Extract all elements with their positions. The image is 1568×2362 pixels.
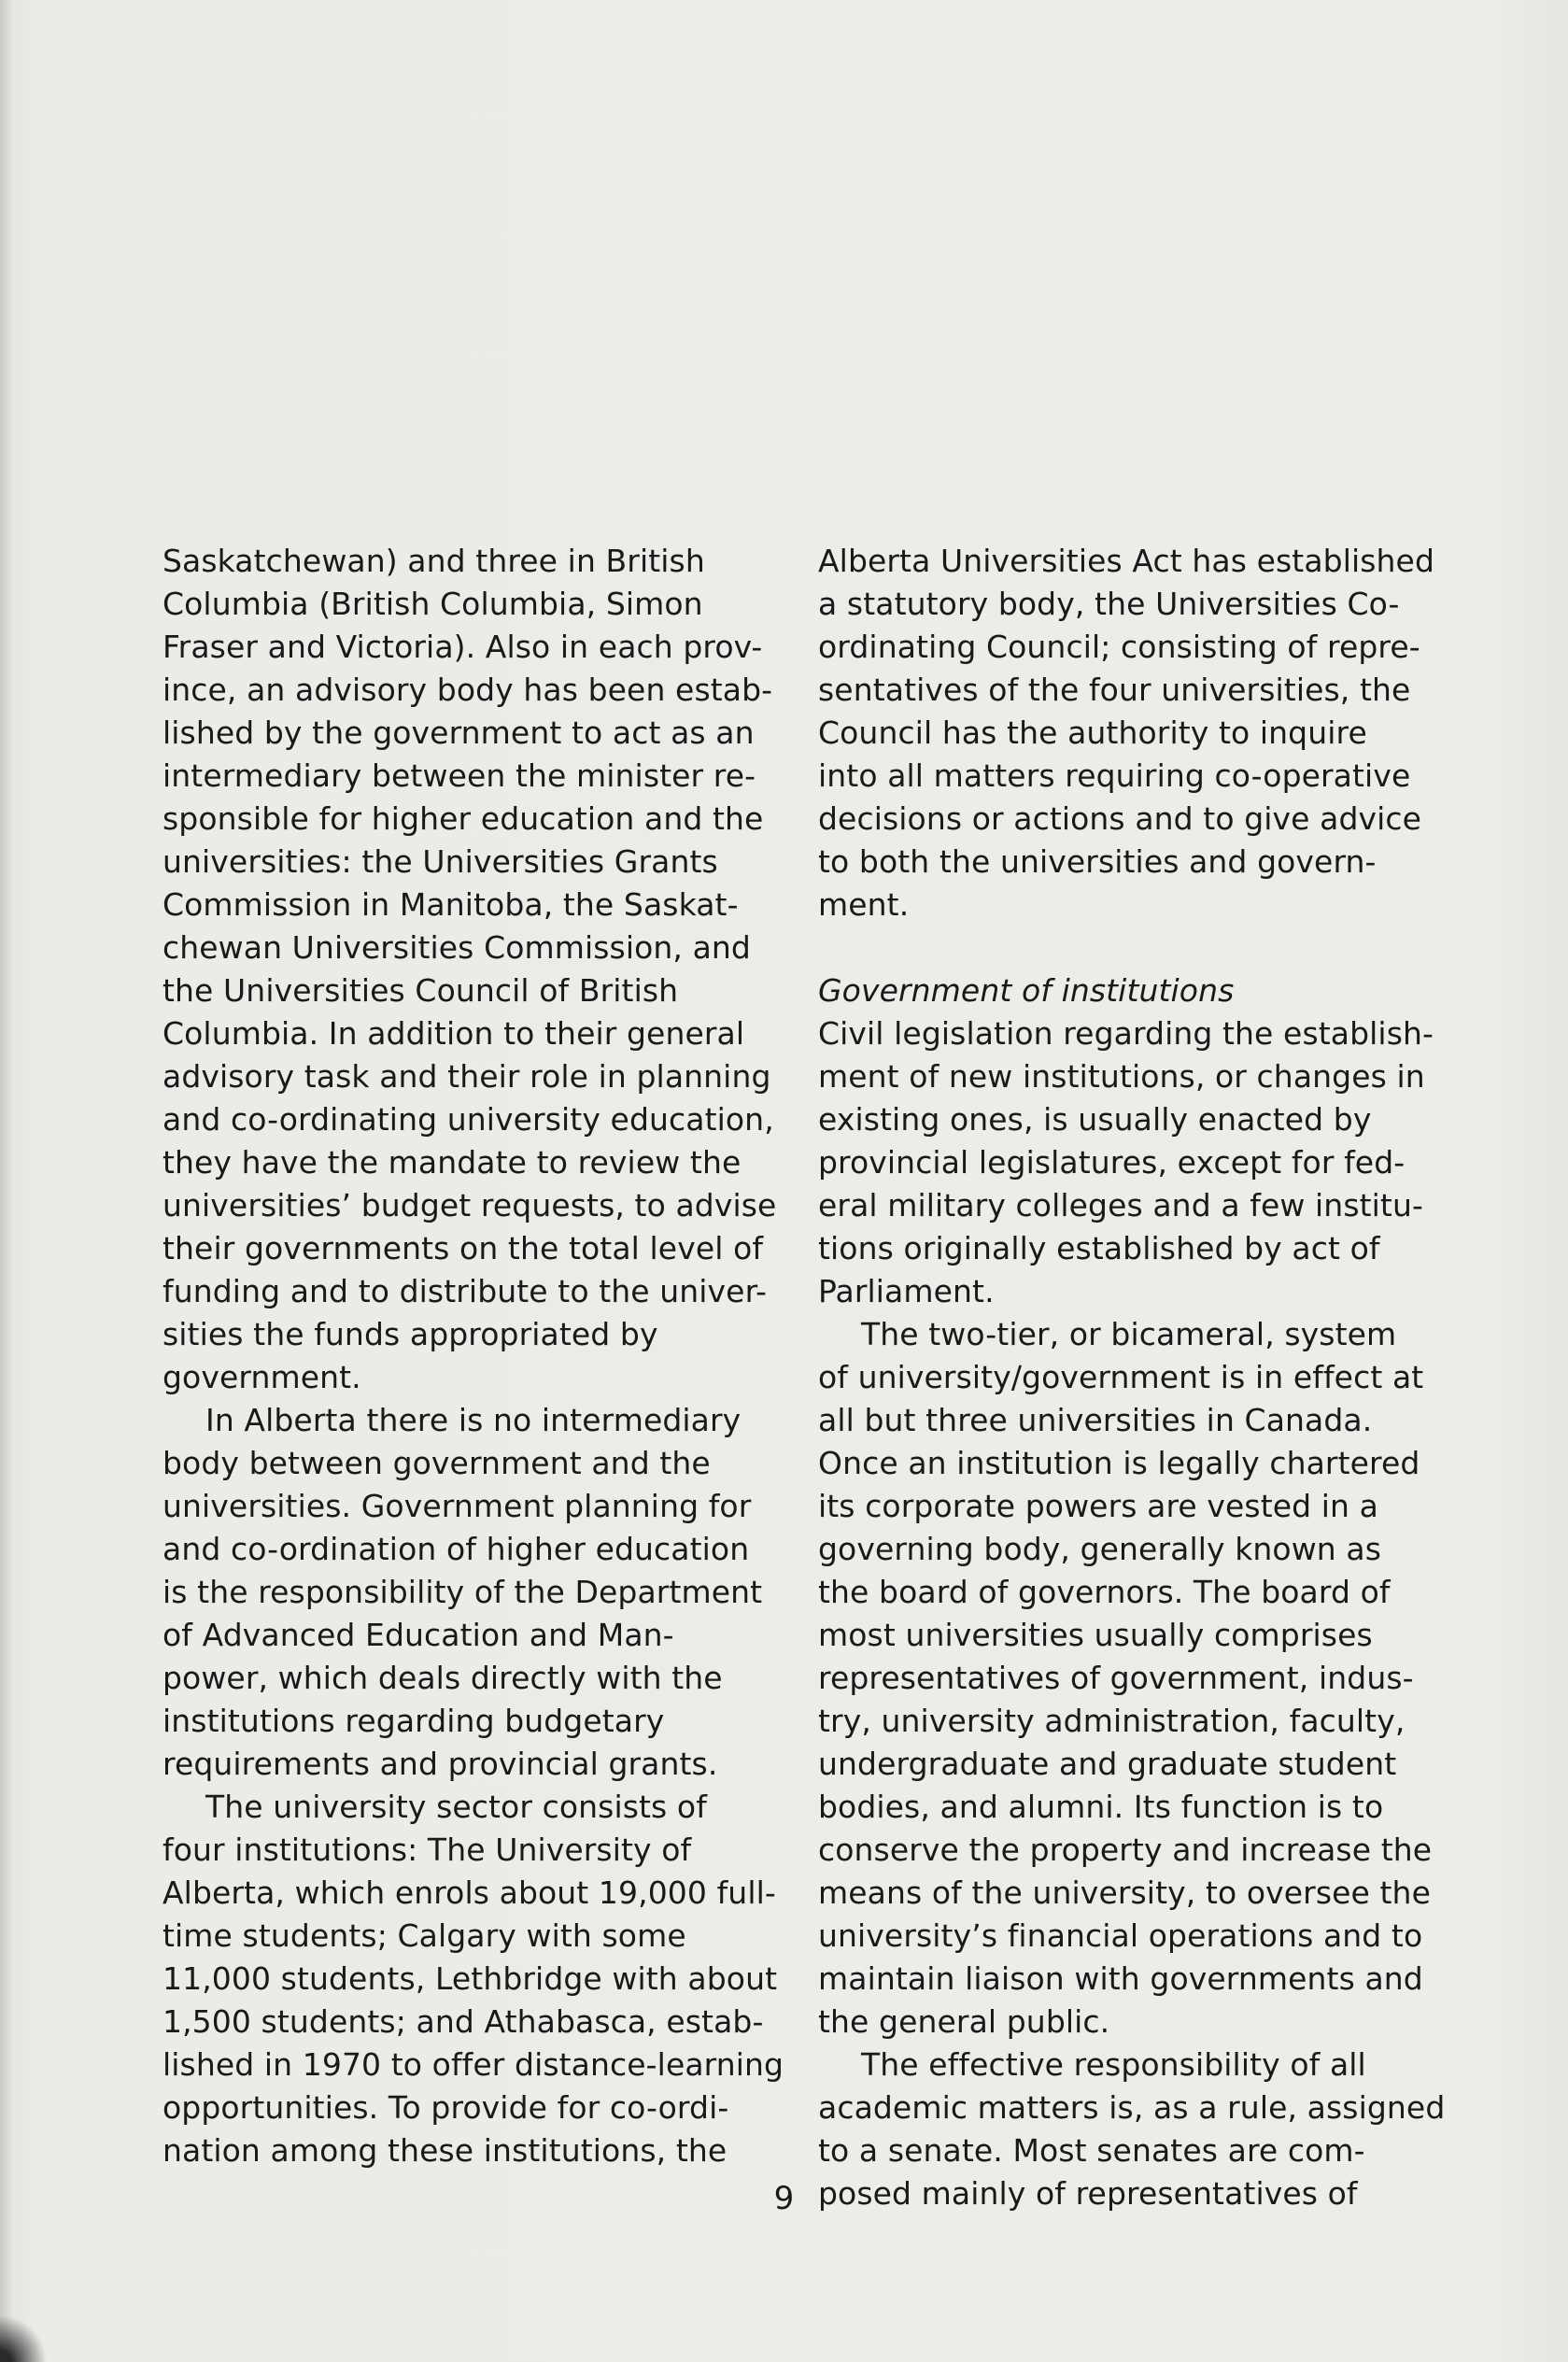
body-line: is the responsibility of the Department <box>162 1574 763 1610</box>
body-line: eral military colleges and a few institu- <box>818 1187 1423 1223</box>
body-line: the general public. <box>818 2003 1110 2040</box>
body-line: lished in 1970 to offer distance-learning <box>162 2046 784 2083</box>
body-line: and co-ordinating university education, <box>162 1101 774 1138</box>
body-line: and co-ordination of higher education <box>162 1531 750 1567</box>
body-line: they have the mandate to review the <box>162 1144 742 1181</box>
body-line: Columbia. In addition to their general <box>162 1015 745 1052</box>
body-line: Council has the authority to inquire <box>818 714 1367 751</box>
body-line: Commission in Manitoba, the Saskat- <box>162 886 739 923</box>
body-line: sentatives of the four universities, the <box>818 672 1411 708</box>
body-line: ordinating Council; consisting of repre- <box>818 629 1420 665</box>
body-line: sities the funds appropriated by <box>162 1316 658 1352</box>
body-line: university’s financial operations and to <box>818 1917 1423 1954</box>
body-line: academic matters is, as a rule, assigned <box>818 2089 1446 2126</box>
body-line: try, university administration, faculty, <box>818 1703 1406 1739</box>
body-line: sponsible for higher education and the <box>162 800 764 837</box>
body-line: to both the universities and govern- <box>818 843 1377 880</box>
right-text-column <box>818 540 1453 2215</box>
body-line: institutions regarding budgetary <box>162 1703 665 1739</box>
body-line: ince, an advisory body has been estab- <box>162 672 773 708</box>
body-line: 1,500 students; and Athabasca, estab- <box>162 2003 764 2040</box>
body-line: Civil legislation regarding the establish- <box>818 1015 1434 1052</box>
body-line: a statutory body, the Universities Co- <box>818 586 1400 622</box>
body-line: existing ones, is usually enacted by <box>818 1101 1372 1138</box>
body-line: Saskatchewan) and three in British <box>162 543 705 579</box>
body-line: of university/government is in effect at <box>818 1359 1424 1395</box>
body-line: intermediary between the minister re- <box>162 757 756 794</box>
body-line: Once an institution is legally chartered <box>818 1445 1420 1481</box>
body-line: representatives of government, indus- <box>818 1660 1414 1696</box>
paragraph-start-line: The effective responsibility of all <box>861 2046 1366 2083</box>
paragraph-start-line: The two-tier, or bicameral, system <box>861 1316 1397 1352</box>
body-line: their governments on the total level of <box>162 1230 764 1266</box>
body-line: power, which deals directly with the <box>162 1660 723 1696</box>
body-line: Columbia (British Columbia, Simon <box>162 586 703 622</box>
corner-shadow <box>0 2316 56 2362</box>
body-line: requirements and provincial grants. <box>162 1746 718 1782</box>
body-line: four institutions: The University of <box>162 1832 692 1868</box>
left-text-column <box>162 540 784 2172</box>
body-line: of Advanced Education and Man- <box>162 1617 674 1653</box>
body-line: governing body, generally known as <box>818 1531 1382 1567</box>
spine-shadow <box>0 0 13 2362</box>
body-line: government. <box>162 1359 361 1395</box>
body-line: Alberta, which enrols about 19,000 full- <box>162 1874 776 1911</box>
body-line: opportunities. To provide for co-ordi- <box>162 2089 729 2126</box>
body-line: Parliament. <box>818 1273 995 1309</box>
body-line: body between government and the <box>162 1445 711 1481</box>
body-line: lished by the government to act as an <box>162 714 755 751</box>
body-line: ment. <box>818 886 910 923</box>
body-line: advisory task and their role in planning <box>162 1058 771 1095</box>
body-line: undergraduate and graduate student <box>818 1746 1397 1782</box>
body-line: time students; Calgary with some <box>162 1917 686 1954</box>
body-line: most universities usually comprises <box>818 1617 1373 1653</box>
paragraph-start-line: The university sector consists of <box>205 1789 707 1825</box>
body-line: Alberta Universities Act has established <box>818 543 1434 579</box>
body-line: means of the university, to oversee the <box>818 1874 1431 1911</box>
body-line: tions originally established by act of <box>818 1230 1380 1266</box>
body-line: universities. Government planning for <box>162 1488 752 1524</box>
body-line: provincial legislatures, except for fed- <box>818 1144 1406 1181</box>
body-line: posed mainly of representatives of <box>818 2175 1358 2212</box>
section-heading: Government of institutions <box>818 972 1235 1009</box>
body-line: decisions or actions and to give advice <box>818 800 1422 837</box>
body-line: to a senate. Most senates are com- <box>818 2132 1365 2169</box>
paragraph-start-line: In Alberta there is no intermediary <box>205 1402 742 1438</box>
body-line: nation among these institutions, the <box>162 2132 727 2169</box>
body-line: 11,000 students, Lethbridge with about <box>162 1960 778 1997</box>
body-line: bodies, and alumni. Its function is to <box>818 1789 1384 1825</box>
body-line: chewan Universities Commission, and <box>162 929 751 966</box>
body-line: the board of governors. The board of <box>818 1574 1391 1610</box>
body-line: funding and to distribute to the univer- <box>162 1273 768 1309</box>
body-line: Fraser and Victoria). Also in each prov- <box>162 629 763 665</box>
body-line: universities: the Universities Grants <box>162 843 718 880</box>
page-number: 9 <box>773 2180 795 2217</box>
body-line: its corporate powers are vested in a <box>818 1488 1378 1524</box>
body-line: maintain liaison with governments and <box>818 1960 1423 1997</box>
body-line: into all matters requiring co-operative <box>818 757 1411 794</box>
body-line: conserve the property and increase the <box>818 1832 1433 1868</box>
body-line: all but three universities in Canada. <box>818 1402 1373 1438</box>
body-line: ment of new institutions, or changes in <box>818 1058 1425 1095</box>
body-line: the Universities Council of British <box>162 972 679 1009</box>
body-line: universities’ budget requests, to advise <box>162 1187 777 1223</box>
